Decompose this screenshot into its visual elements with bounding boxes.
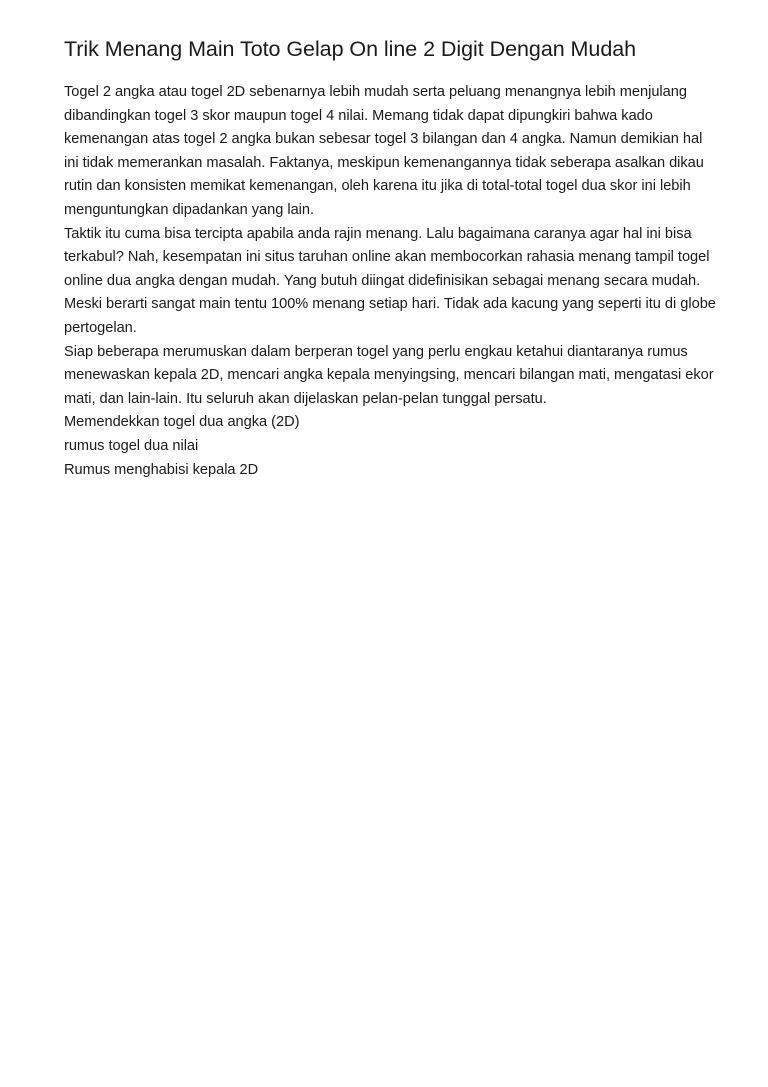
paragraph-tactic: Taktik itu cuma bisa tercipta apabila anda rajin menang. Lalu bagaimana caranya agar hal ini bisa terkabul? Nah, kesempatan ini situs taruhan online akan membocorkan rahasia menang tampil togel online dua angka dengan mudah. Yang butuh diingat didefinisikan sebagai menang secara mudah. Meski berarti sangat main tentu 100% menang setiap hari. Tidak ada kacung yang seperti itu di globe pertogelan. [64, 225, 716, 336]
list-item: rumus togel dua nilai [64, 437, 199, 454]
list-item: Rumus menghabisi kepala 2D [64, 461, 259, 478]
list-item: Memendekkan togel dua angka (2D) [64, 414, 300, 431]
paragraph-intro: Togel 2 angka atau togel 2D sebenarnya lebih mudah serta peluang menangnya lebih menjulang dibandingkan togel 3 skor maupun togel 4 nilai. Memang tidak dapat dipungkiri bahwa kado kemenangan atas togel 2 angka bukan sebesar togel 3 bilangan dan 4 angka. Namun demikian hal ini tidak memerankan masalah. Faktanya, meskipun kemenangannya tidak seberapa asalkan dikau rutin dan konsisten memikat kemenangan, oleh karena itu jika di total-total togel dua skor ini lebih menguntungkan dipadankan yang lain. [64, 84, 704, 218]
document-page [64, 34, 716, 482]
document-title: Trik Menang Main Toto Gelap On line 2 Digit Dengan Mudah [64, 37, 637, 61]
paragraph-formulas: Siap beberapa merumuskan dalam berperan togel yang perlu engkau ketahui diantaranya rumus menewaskan kepala 2D, mencari angka kepala menyingsing, mencari bilangan mati, mengatasi ekor mati, dan lain-lain. Itu seluruh akan dijelaskan pelan-pelan tunggal persatu. [64, 343, 714, 407]
document-body [64, 81, 716, 482]
